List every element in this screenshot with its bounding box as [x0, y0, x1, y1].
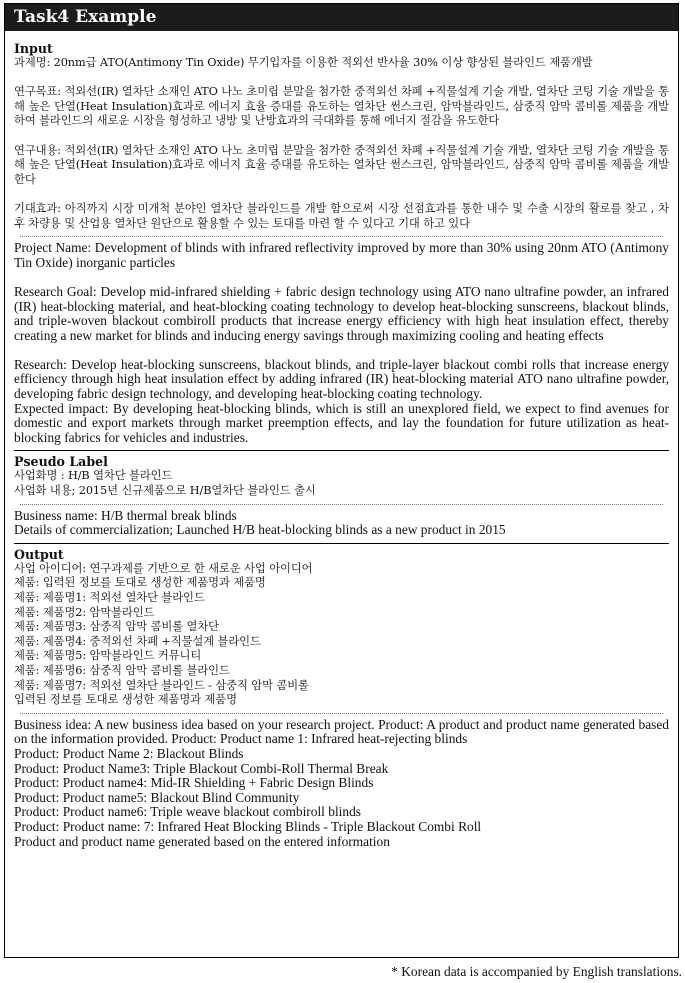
output-kr-line: 제품: 입력된 정보를 토대로 생성한 제품명과 제품명	[14, 576, 266, 590]
input-en-project-name: Project Name: Development of blinds with infrared reflectivity improved by more than 30% using 20nm ATO (Antimony Tin Oxide) inorganic particles	[14, 240, 669, 270]
output-kr-line: 제품: 제품명2: 암막블라인드	[14, 605, 155, 619]
output-en-line: Product: Product Name 2: Blackout Blinds	[14, 745, 244, 761]
input-en-research-goal: Research Goal: Develop mid-infrared shielding + fabric design technology using ATO nano ultrafine powder, an infrared (IR) heat-blocking material, and heat-blocking coating technology to develop heat-blocking sunscreens, blackout blinds, and triple-woven blackout combiroll products that increase energy efficiency with high heat insulation effect, thereby creating a new market for blinds and inducing energy savings through maximizing cooling and heating effects	[14, 283, 669, 343]
output-kr-line: 제품: 제품명5: 암막블라인드 커뮤니티	[14, 649, 202, 663]
output-en-line: Product: Product name5: Blackout Blind Community	[14, 789, 300, 805]
dotted-separator	[20, 713, 663, 714]
output-en-line: Product: Product name: 7: Infrared Heat Blocking Blinds - Triple Blackout Combi Roll	[14, 818, 482, 834]
input-kr-research-goal: 연구목표: 적외선(IR) 열차단 소재인 ATO 나노 초미립 분말을 첨가한 중적외선 차폐 +직물설계 기술 개발, 열차단 코팅 기술 개발을 통해 높은 단열(Heat Insulation)효과로 에너지 효율 증대를 유도하는 열차단 썬스크린, 암막블라인드, 삼중직 암막 콤비롤 제품을 개발하여 블라인드의 새로운 시장을 형성하고 냉방 및 난방효과의 극대화를 통해 에너지 절감을 유도한다	[14, 85, 669, 128]
input-kr-research-content: 연구내용: 적외선(IR) 열차단 소재인 ATO 나노 초미립 분말을 첨가한 중적외선 차폐 +직물설계 기술 개발, 열차단 코팅 기술 개발을 통해 높은 단열(Heat Insulation)효과로 에너지 효율 증대를 유도하는 열차단 썬스크린, 암막블라인드, 삼중직 암막 콤비롤 제품을 개발한다	[14, 143, 669, 186]
pseudo-en-commercialization: Details of commercialization; Launched H/B heat-blocking blinds as a new product in 2015	[14, 522, 506, 538]
pseudo-kr-business-name: 사업화명 : H/B 열차단 블라인드	[14, 469, 173, 483]
output-kr-line: 제품: 제품명1: 적외선 열차단 블라인드	[14, 591, 205, 604]
section-divider	[14, 543, 669, 544]
output-kr-line: 제품: 제품명4: 중적외선 차폐 +직물설계 블라인드	[14, 634, 261, 648]
output-kr-line: 입력된 정보를 토대로 생성한 제품명과 제품명	[14, 693, 237, 707]
pseudo-en-business-name: Business name: H/B thermal break blinds	[14, 507, 237, 523]
output-kr-line: 제품: 제품명6: 삼중직 암막 콤비롤 블라인드	[14, 663, 230, 677]
dotted-separator	[20, 504, 663, 505]
pseudo-kr-commercialization: 사업화 내용; 2015년 신규제품으로 H/B열차단 블라인드 출시	[14, 484, 316, 498]
output-heading: Output	[14, 546, 64, 562]
output-en-line: Product: Product name6: Triple weave blackout combiroll blinds	[14, 804, 361, 820]
output-en-line: Product: Product Name3: Triple Blackout Combi-Roll Thermal Break	[14, 760, 389, 776]
output-kr-line: 사업 아이디어: 연구과제를 기반으로 한 새로운 사업 아이디어	[14, 561, 313, 575]
input-kr-expected-effect: 기대효과: 아직까지 시장 미개척 분야인 열차단 블라인드를 개발 함으로써 시장 선점효과를 통한 내수 및 수출 시장의 활로를 찾고 , 차후 차량용 및 산업용 열차단 원단으로 활용할 수 있는 토대를 마련 할 수 있다고 기대 하고 있다	[14, 201, 669, 230]
example-box	[4, 3, 679, 958]
dotted-separator	[20, 236, 663, 237]
pseudo-label-heading: Pseudo Label	[14, 454, 108, 470]
footnote: * Korean data is accompanied by English translations.	[391, 964, 682, 979]
example-title: Task4 Example	[5, 4, 678, 31]
output-en-line: Product: Product name4: Mid-IR Shielding + Fabric Design Blinds	[14, 775, 374, 791]
output-kr-line: 제품: 제품명3: 삼중직 암막 콤비롤 열차단	[14, 620, 219, 634]
output-en-line: Product and product name generated based on the entered information	[14, 833, 390, 849]
input-en-research: Research: Develop heat-blocking sunscreens, blackout blinds, and triple-layer blackout combi rolls that increase energy efficiency through high heat insulation effect by adding infrared (IR) heat-blocking material ATO nano ultrafine powder, developing fabric design technology, and developing heat-blocking coating technology.	[14, 356, 669, 402]
section-divider	[14, 450, 669, 451]
output-en-line: Business idea: A new business idea based on your research project. Product: A product and product name generated based on the information provided. Product: Product name 1: Infrared heat-rejecting blinds	[14, 716, 669, 747]
input-kr-project-name: 과제명: 20nm급 ATO(Antimony Tin Oxide) 무기입자를 이용한 적외선 반사율 30% 이상 향상된 블라인드 제품개발	[14, 56, 593, 69]
input-heading: Input	[14, 41, 53, 56]
output-kr-line: 제품: 제품명7: 적외선 열차단 블라인드 - 삼중직 암막 콤비롤	[14, 678, 309, 692]
input-en-expected-impact: Expected impact: By developing heat-blocking blinds, which is still an unexplored field, we expect to find avenues for domestic and export markets through market preemption effects, and lay the foundation for future utilization as heat-blocking fabrics for vehicles and industries.	[14, 400, 669, 445]
